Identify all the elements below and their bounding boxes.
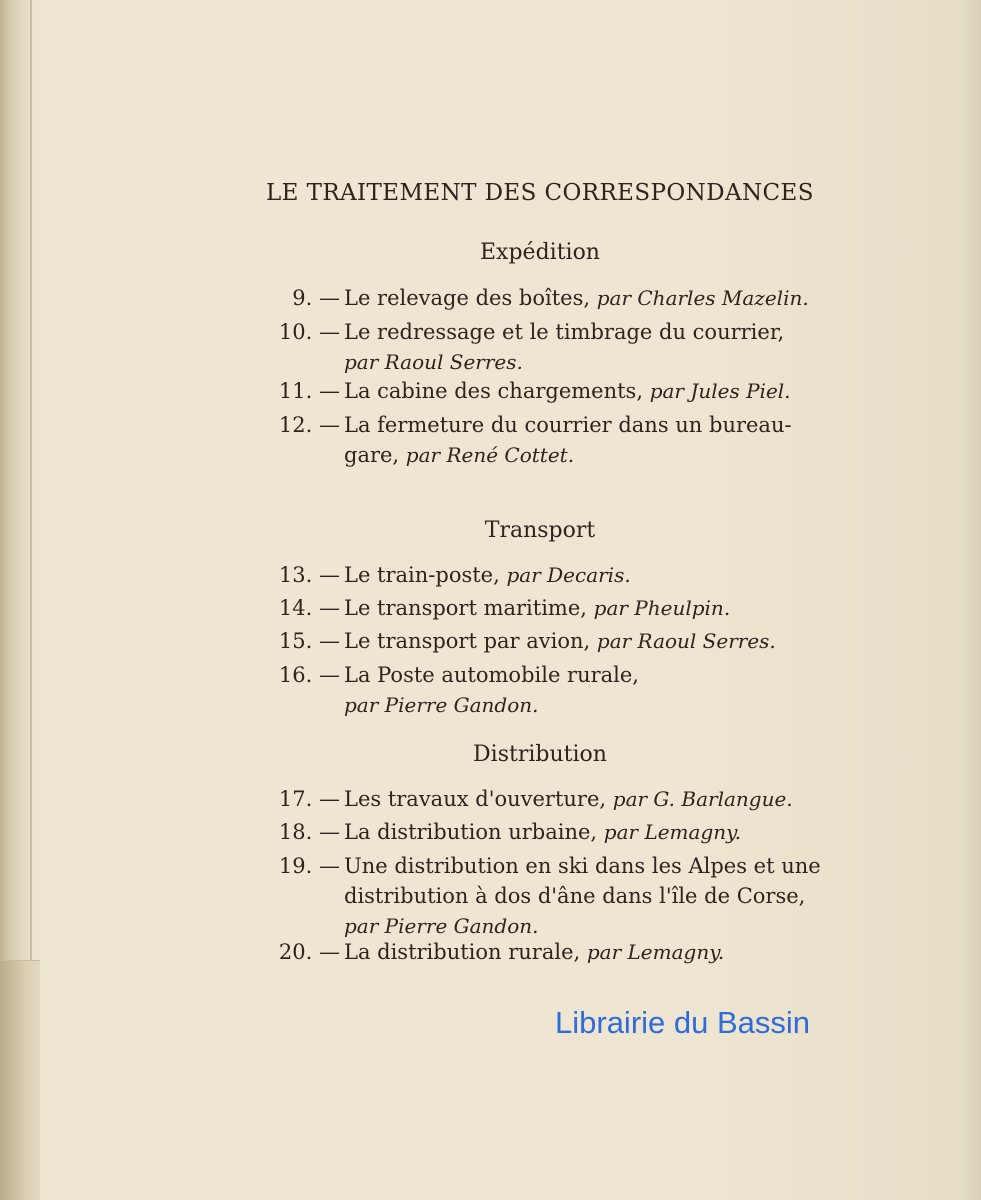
entry-number: 15. —	[278, 629, 340, 653]
entry-author: par Pierre Gandon.	[344, 693, 539, 717]
entry-number: 19. —	[278, 854, 340, 878]
entry-author: par Pheulpin.	[593, 596, 731, 620]
section-heading-expedition: Expédition	[480, 240, 600, 265]
entry-number: 11. —	[278, 379, 340, 403]
entry-number: 18. —	[278, 820, 340, 844]
entry-number: 10. —	[278, 320, 340, 344]
entry-author: par Lemagny.	[586, 940, 725, 964]
entry-title: La distribution urbaine,	[344, 820, 598, 844]
entry-author: par Decaris.	[506, 563, 631, 587]
entry-title: Le train-poste,	[344, 563, 500, 587]
entry-title: Le transport maritime,	[344, 596, 587, 620]
entry-author: par Raoul Serres.	[344, 350, 523, 374]
entry-number: 13. —	[278, 563, 340, 587]
entry-number: 9. —	[292, 286, 340, 310]
watermark-text: Librairie du Bassin	[555, 1005, 811, 1040]
entry-title-line-2: distribution à dos d'âne dans l'île de Corse,	[344, 884, 806, 908]
page-fold-tab	[0, 960, 40, 1200]
entry-author: par Jules Piel.	[649, 379, 791, 403]
entry-title: Les travaux d'ouverture,	[344, 787, 607, 811]
entry-author: par Charles Mazelin.	[596, 286, 809, 310]
entry-author: par Lemagny.	[603, 820, 742, 844]
entry-title-line-1: Une distribution en ski dans les Alpes et une	[344, 854, 821, 878]
entry-title-line-2: gare,	[344, 443, 400, 467]
entry-title: Le relevage des boîtes,	[344, 286, 591, 310]
entry-title: La Poste automobile rurale,	[344, 663, 639, 687]
entry-title: Le transport par avion,	[344, 629, 591, 653]
entry-number: 17. —	[278, 787, 340, 811]
page-shadow	[961, 0, 981, 1200]
entry-title: Le redressage et le timbrage du courrier,	[344, 320, 785, 344]
entry-author: par René Cottet.	[405, 443, 575, 467]
entry-number: 14. —	[278, 596, 340, 620]
entry-number: 20. —	[278, 940, 340, 964]
entry-title: La cabine des chargements,	[344, 379, 644, 403]
entry-title-line-1: La fermeture du courrier dans un bureau-	[344, 413, 792, 437]
section-heading-transport: Transport	[484, 518, 596, 543]
entry-number: 12. —	[278, 413, 340, 437]
page-title: LE TRAITEMENT DES CORRESPONDANCES	[266, 180, 814, 206]
entry-number: 16. —	[278, 663, 340, 687]
section-heading-distribution: Distribution	[473, 742, 607, 767]
entry-title: La distribution rurale,	[344, 940, 581, 964]
entry-author: par G. Barlangue.	[612, 787, 793, 811]
entry-author: par Raoul Serres.	[596, 629, 776, 653]
entry-author: par Pierre Gandon.	[344, 914, 539, 938]
